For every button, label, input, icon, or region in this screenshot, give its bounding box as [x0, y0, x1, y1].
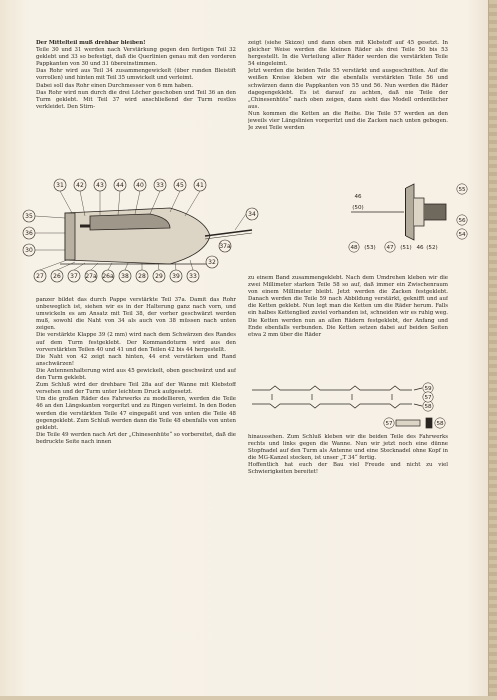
track-label: 58	[436, 421, 444, 427]
paragraph: zeigt (siehe Skizze) und dann oben mit Klebstoff auf 45 gesetzt. In gleicher Weise werden die kleinen Räder als drei Teile 50 bis 53 hergestellt. In die Verteilung aller Räder werden die verstärkten Teile 54 eingeleimt.	[248, 40, 448, 68]
paragraph: Die verstärkte Klappe 39 (2 mm) wird nach dem Schwärzen des Randes auf dem Turm festgeklebt. Der Kommandoturm wird aus den vorverstärkten Teilen 40 und 41 und den Teilen 42 bis 44 hergestellt.	[36, 332, 236, 353]
paragraph: panzer bildet das durch Pappe verstärkte Teil 37a. Damit das Rohr unbeweglich ist, siehen wir es in der Halterung ganz nach vorn, und umwickeln es am Ansatz mit Teil 38, der vorher geschwärzt werden muß, sowohl die Naht von 34 als auch von 38 müssen nach unten zeigen.	[36, 297, 236, 332]
callout-label: 26	[53, 273, 61, 280]
track-label: 58	[424, 404, 432, 410]
wheel-label: 54	[458, 232, 466, 238]
wheel-label: 47	[386, 245, 394, 251]
wheel-label: 56	[458, 218, 466, 224]
text-column-right-bottom	[248, 434, 448, 524]
track-label: 57	[424, 395, 432, 401]
paragraph: Hoffentlich hat euch der Bau viel Freude und nicht zu viel Schwierigkeiten bereitet!	[248, 462, 448, 476]
callout-label: 39	[172, 273, 180, 280]
callout-label: 45	[176, 182, 184, 189]
text-column-left-bottom	[36, 297, 236, 671]
text-column-right-top	[248, 40, 448, 174]
wheel-label: (50)	[352, 205, 364, 211]
paragraph: Dabei soll das Rohr einen Durchmesser von 6 mm haben.	[36, 82, 194, 89]
wheel-label: (53)	[364, 245, 376, 251]
callout-label: 27	[36, 273, 44, 280]
callout-label: 27a	[85, 273, 97, 280]
callout-label: 37a	[219, 243, 231, 250]
callout-label: 38	[121, 273, 129, 280]
callout-label: 40	[136, 182, 144, 189]
paragraph: Jetzt werden die beiden Teile 55 verstärkt und ausgeschnitten. Auf die weißen Kreise kleben wir die ebenfalls verstärkten Teile 56 und schwärzen dann die Pappkanten von 55 und 56. Nun werden die Räder dagegengeklebt. Es ist darauf zu achten, daß nie Teile der „Chinesenhüte“ nach oben zeigen, dann sieht das Modell ordentlicher aus.	[248, 68, 448, 110]
page-edge-bottom	[0, 696, 497, 700]
paragraph: Das Rohr wird aus Teil 34 zusammengewickelt (über runden Bleistift vorrollen) und hinten mit Teil 35 umwickelt und verleimt.	[36, 68, 236, 82]
callout-label: 26a	[102, 273, 114, 280]
paragraph: Der Mittelteil muß drehbar bleiben!	[36, 40, 146, 46]
wheel-label: (51)	[400, 245, 412, 251]
callout-label: 34	[248, 211, 256, 218]
text-column-right-middle	[248, 275, 448, 375]
callout-label: 44	[116, 182, 124, 189]
paragraph: Die Antennenhalterung wird aus 45 gewickelt, oben geschwärzt und auf den Turm geklebt.	[36, 367, 236, 382]
track-diagram	[250, 382, 450, 430]
callout-label: 28	[138, 273, 146, 280]
callout-label: 36	[25, 230, 33, 237]
wheel-label: (52)	[426, 245, 438, 251]
track-label: 59	[424, 386, 432, 392]
callout-label: 29	[155, 273, 163, 280]
page-edge-right	[488, 0, 497, 700]
wheel-label: 55	[458, 187, 466, 193]
track-label: 57	[385, 421, 393, 427]
text-column-left-top	[36, 40, 236, 180]
paragraph: Die Teile 49 werden nach Art der „Chinesenhüte“ so vorbereitet, daß die bedruckte Seite nach innen	[36, 431, 236, 445]
paragraph: zu einem Band zusammengeklebt. Nach dem Umdrehen kleben wir die zwei Millimeter starken Teile 58 so auf, daß immer ein Zwischenraum von einem Millimeter bleibt. Jetzt werden die Zacken festgeklebt. Danach werden die Teile 59 nach Abbildung verstärkt, geknifft und auf die Ketten geklebt. Nun legt man die Ketten um die Räder herum. Falls ein halbes Kettenglied zuviel vorhanden ist, schneiden wir es ruhig weg. Die Ketten werden nun an allen Rädern festgeklebt, der Anfang und Ende ebenfalls verbunden. Die Ketten setzen dabei auf beiden Seiten etwa 2 mm über die Räder	[248, 275, 448, 338]
wheel-section-diagram	[296, 176, 496, 266]
callout-label: 33	[156, 182, 164, 189]
paragraph: Teile 30 und 31 werden nach Verstärkung gegen den fertigen Teil 32 geklebt und 33 so befestigt, daß die Querlinien genau mit den vorderen Pappkanten von 30 und 31 übereinstimmen.	[36, 47, 236, 68]
callout-label: 41	[196, 182, 204, 189]
wheel-label: 46	[354, 194, 362, 200]
callout-label: 32	[208, 259, 216, 266]
paragraph: Nun kommen die Ketten an die Reihe. Die Teile 57 werden an den jeweils vier Längslinien vorgeritzt und die Zacken nach unten gebogen. Je zwei Teile werden	[248, 110, 448, 132]
turret-assembly-diagram	[20, 178, 260, 288]
callout-label: 31	[56, 182, 64, 189]
callout-label: 43	[96, 182, 104, 189]
paragraph: Die Naht von 42 zeigt nach hinten, 44 erst verstärken und Rand anschwärzen!	[36, 353, 236, 367]
paragraph: Zum Schluß wird der drehbare Teil 28a auf der Wanne mit Klebstoff versehen und der Turm unter leichtem Druck aufgesetzt.	[36, 382, 236, 396]
callout-label: 42	[76, 182, 84, 189]
paragraph: hinaussehen. Zum Schluß kleben wir die beiden Teile des Fahrwerks rechts und links gegen die Wanne. Nun wir jetzt noch eine dünne Stopfnadel auf den Turm als Antenne und eine Stecknadel ohne Kopf in die MG-Kanzel stecken, ist unser „T 34“ fertig.	[248, 434, 448, 462]
callout-label: 35	[25, 213, 33, 220]
paragraph: Um die großen Räder des Fahrwerks zu modellieren, werden die Teile 46 an den Längskanten vorgeritzt und zu Ringen verleimt. In den Boden werden die verstärkten Teile 47 eingepaßt und von unten die Teile 48 gegengeklebt. Zum Schluß werden dann die Teile 48 ebenfalls von unten geklebt.	[36, 396, 236, 431]
wheel-label: 48	[350, 245, 358, 251]
paragraph: Das Rohr wird nun durch die drei Löcher geschoben und Teil 36 an den Turm geklebt. Mit Teil 37 wird anschließend der Turm restlos verkleidet. Den Stirn-	[36, 89, 236, 110]
wheel-label: 46	[416, 245, 424, 251]
callout-label: 30	[25, 247, 33, 254]
callout-label: 37	[70, 273, 78, 280]
callout-label: 33	[189, 273, 197, 280]
